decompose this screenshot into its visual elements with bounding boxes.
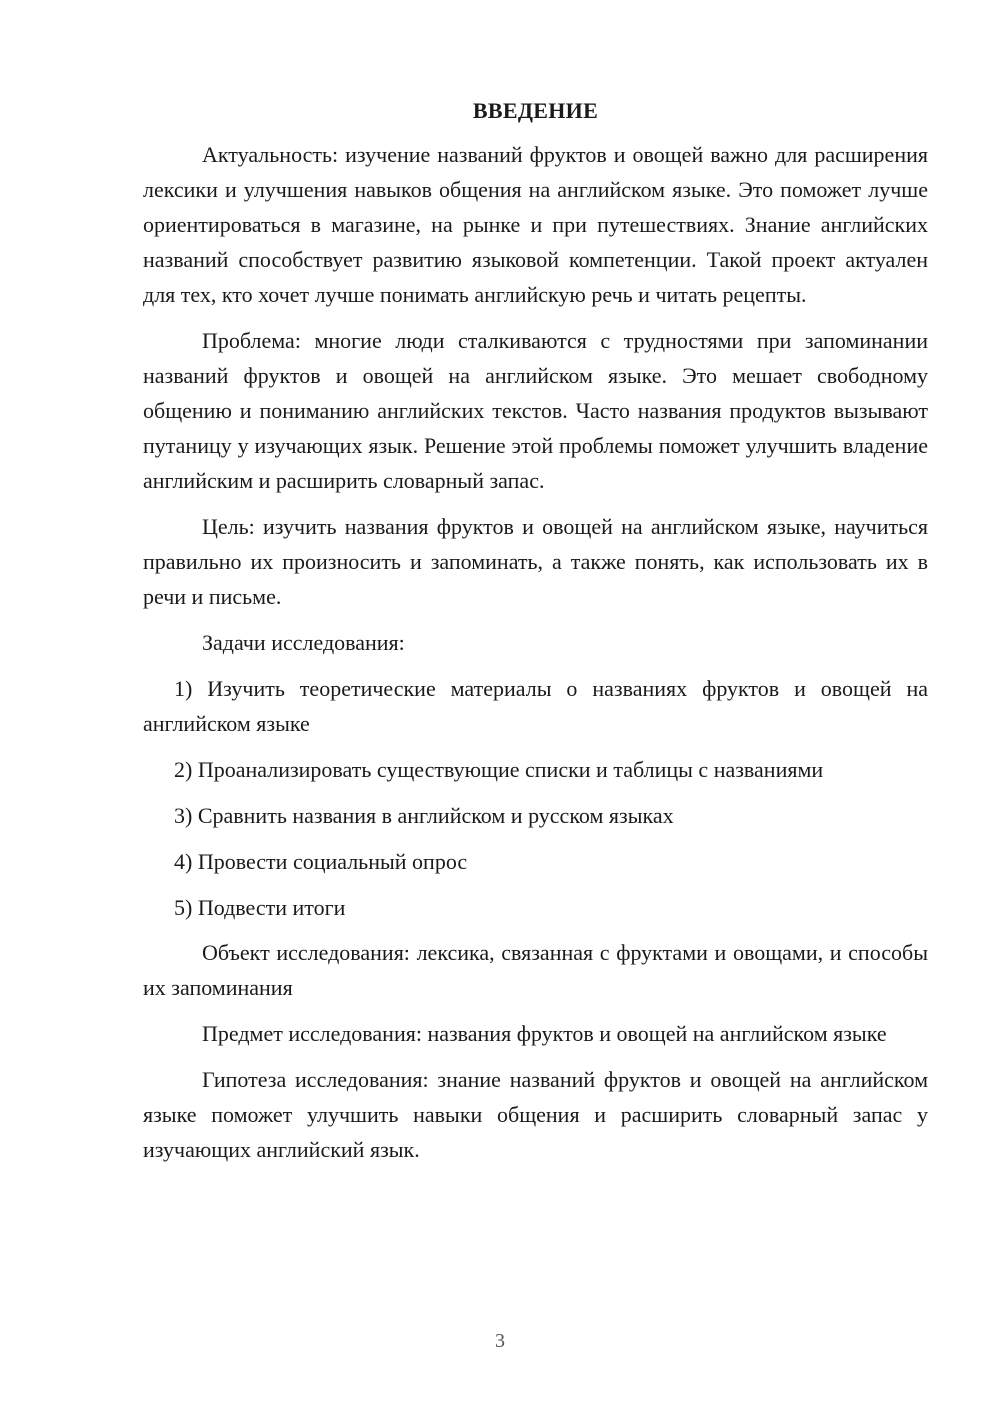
document-page <box>143 95 928 1178</box>
subject-paragraph: Предмет исследования: названия фруктов и овощей на английском языке <box>202 1021 887 1046</box>
problem-paragraph: Проблема: многие люди сталкиваются с трудностями при запоминании названий фруктов и овощей на английском языке. Это мешает свободному общению и пониманию английских текстов. Часто названия продуктов вызывают путаницу у изучающих язык. Решение этой проблемы поможет улучшить владение английским и расширить словарный запас. <box>143 328 928 493</box>
tasks-heading: Задачи исследования: <box>202 630 405 655</box>
page-number: 3 <box>495 1330 505 1352</box>
tasks-list <box>143 671 928 925</box>
task-item: 1) Изучить теоретические материалы о названиях фруктов и овощей на английском языке <box>143 676 928 736</box>
task-item: 4) Провести социальный опрос <box>174 849 468 874</box>
goal-paragraph: Цель: изучить названия фруктов и овощей на английском языке, научиться правильно их произносить и запоминать, а также понять, как использовать их в речи и письме. <box>143 514 928 609</box>
page-title: ВВЕДЕНИЕ <box>472 98 599 123</box>
task-item: 2) Проанализировать существующие списки и таблицы с названиями <box>174 757 824 782</box>
object-paragraph: Объект исследования: лексика, связанная с фруктами и овощами, и способы их запоминания <box>143 940 928 1000</box>
hypothesis-paragraph: Гипотеза исследования: знание названий фруктов и овощей на английском языке поможет улучшить навыки общения и расширить словарный запас у изучающих английский язык. <box>143 1067 928 1162</box>
relevance-paragraph: Актуальность: изучение названий фруктов и овощей важно для расширения лексики и улучшения навыков общения на английском языке. Это поможет лучше ориентироваться в магазине, на рынке и при путешествиях. Знание английских названий способствует развитию языковой компетенции. Такой проект актуален для тех, кто хочет лучше понимать английскую речь и читать рецепты. <box>143 142 928 307</box>
task-item: 3) Сравнить названия в английском и русском языках <box>174 803 674 828</box>
task-item: 5) Подвести итоги <box>174 895 346 920</box>
